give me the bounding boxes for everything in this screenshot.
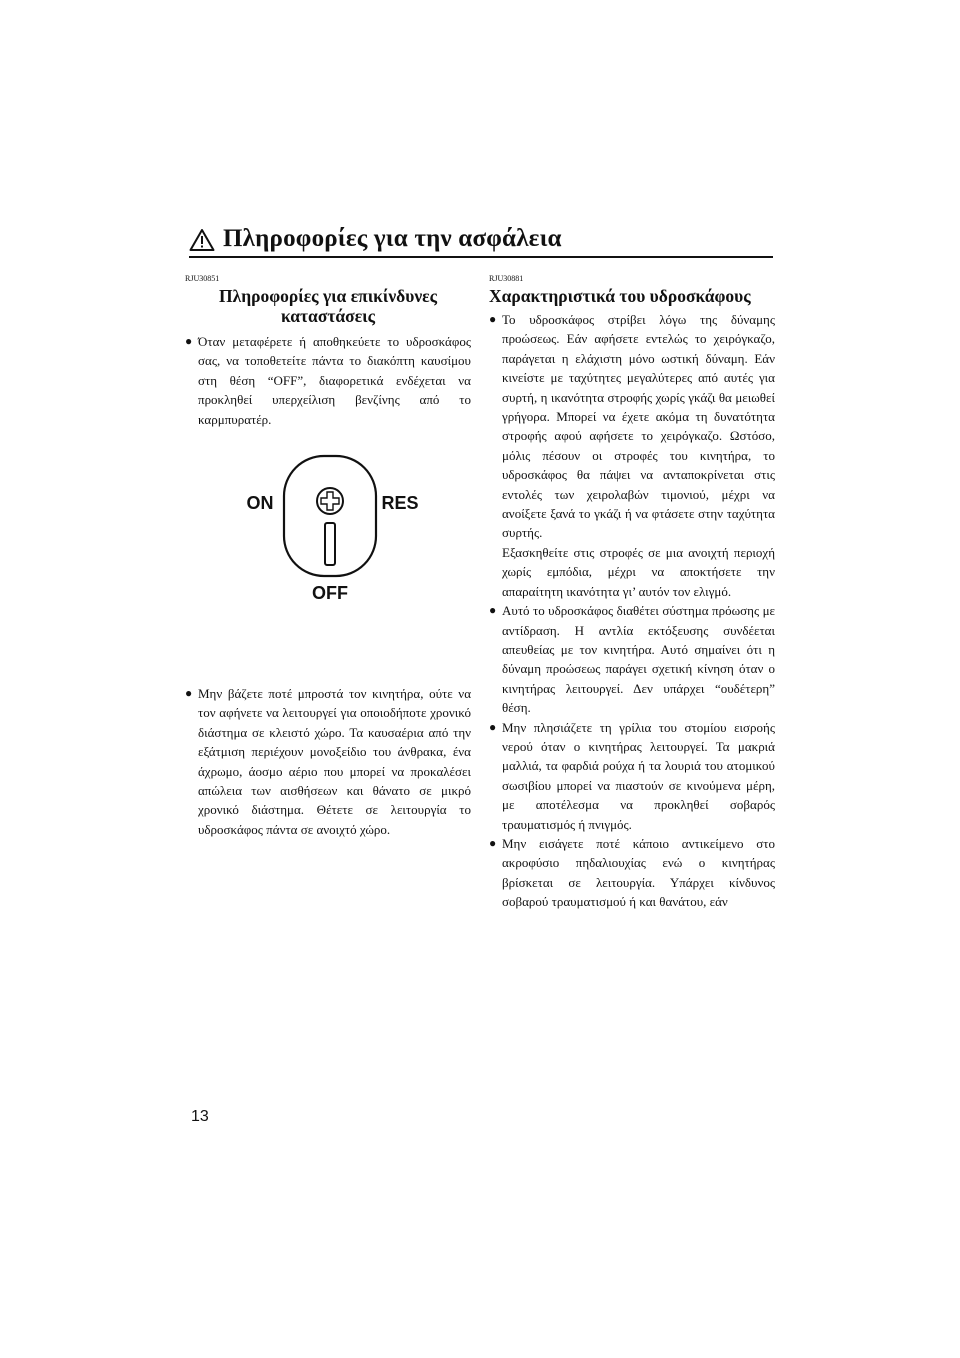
warning-triangle-icon <box>189 228 215 252</box>
bullet-text: Αυτό το υδροσκάφος διαθέτει σύστημα πρόωσης με αντίδραση. Η αντλία εκτόξευσης συνδέεται απευθείας με τον κινητήρα. Αυτό σημαίνει ότι η δύναμη προώσεως παράγει σχετική κίνηση όταν ο κινητήρας λειτουργεί. Δεν υπάρχει “ουδέτερη” θέση. <box>502 603 775 716</box>
bullet-item <box>489 601 775 717</box>
bullet-text: Όταν μεταφέρετε ή αποθηκεύετε το υδροσκάφος σας, να τοποθετείτε πάντα το διακόπτη καυσίμου στη θέση “OFF”, διαφορετικά ενδέχεται να προκληθεί υπερχείλιση βενζίνης από το καρμπυρατέρ. <box>198 334 471 427</box>
bullet-item <box>489 834 775 912</box>
fuel-cock-lever <box>325 523 335 565</box>
bullet-dot: ● <box>489 835 497 850</box>
section-code: RJU30881 <box>489 274 524 283</box>
bullet-dot: ● <box>185 334 193 348</box>
label-off: OFF <box>312 583 348 604</box>
bullet-dot: ● <box>489 312 497 326</box>
page-header <box>189 222 773 258</box>
section-title-line1: Πληροφορίες για επικίνδυνες <box>218 286 437 306</box>
screw-cross-icon <box>321 492 339 510</box>
bullet-text: Μην βάζετε ποτέ μπροστά τον κινητήρα, ούτε να τον αφήνετε να λειτουργεί για οποιοδήποτε χρονικό διάστημα σε κλειστό χώρο. Τα καυσαέρια από την εξάτμιση περιέχουν μονοξείδιο του άνθρακα, ένα άχρωμο, άοσμο αέριο που μπορεί να προκαλέσει απώλεια των αισθήσεων και θάνατο σε μικρό χρονικό διάστημα. Θέτετε σε λειτουργία το υδροσκάφος πάντα σε ανοιχτό χώρο. <box>198 686 471 837</box>
label-res: RES <box>381 493 419 514</box>
bullet-text: Μην εισάγετε ποτέ κάποιο αντικείμενο στο ακροφύσιο πηδαλιουχίας ενώ ο κινητήρας βρίσκεται σε λειτουργία. Υπάρχει κίνδυνος σοβαρού τραυματισμού ή και θανάτου, εάν <box>502 835 775 910</box>
section-title-line2: καταστάσεις <box>281 306 375 326</box>
section-title: Χαρακτηριστικά του υδροσκάφους <box>489 286 751 306</box>
section-title <box>185 286 471 326</box>
bullet-dot: ● <box>489 719 497 734</box>
bullet-item <box>185 684 471 839</box>
page-number: 13 <box>191 1108 209 1125</box>
bullet-item <box>489 718 775 834</box>
section-code: RJU30851 <box>185 274 220 283</box>
bullet-continuation: Εξασκηθείτε στις στροφές σε μια ανοιχτή περιοχή χωρίς εμπόδια, μέχρι να αποκτήσετε την απαραίτητη ικανότητα γι’ αυτόν τον ελιγμό. <box>502 544 775 599</box>
fuel-cock-diagram <box>185 451 471 661</box>
bullet-item <box>185 332 471 429</box>
header-title: Πληροφορίες για την ασφάλεια <box>223 225 562 252</box>
label-on: ON <box>246 493 274 514</box>
bullet-item <box>489 310 775 543</box>
right-column <box>489 274 775 912</box>
bullet-dot: ● <box>185 686 193 701</box>
left-column <box>185 274 471 839</box>
bullet-text: Το υδροσκάφος στρίβει λόγω της δύναμης προώσεως. Εάν αφήσετε εντελώς το χειρόγκαζο, παράγεται η ελάχιστη μόνο ωστική δύναμη. Εάν κινείστε με ταχύτητες μεγαλύτερες από αυτές για συρτή, η ικανότητα στροφής χωρίς γκάζι θα μειωθεί γρήγορα. Μπορεί να έχετε ακόμα τη δυνατότητα στροφής αφού αφήσετε το χειρόγκαζο. Ωστόσο, μόλις πέσουν οι στροφές του κινητήρα, το υδροσκάφος θα πάψει να ανταποκρίνεται στις εντολές των χειρολαβών τιμονιού, μέχρι να ανοίξετε ξανά το γκάζι ή να φτάσετε στην ταχύτητα συρτής. <box>502 312 775 541</box>
fuel-cock-knob <box>284 456 376 576</box>
bullet-dot: ● <box>489 603 497 618</box>
bullet-text: Μην πλησιάζετε τη γρίλια του στομίου εισροής νερού όταν ο κινητήρας λειτουργεί. Τα μακριά μαλλιά, τα φαρδιά ρούχα ή τα λουριά του ατομικού σωσιβίου μπορεί να πιαστούν σε κινούμενα μέρη, με αποτέλεσμα να προκληθεί σοβαρός τραυματισμός ή πνιγμός. <box>502 719 775 832</box>
